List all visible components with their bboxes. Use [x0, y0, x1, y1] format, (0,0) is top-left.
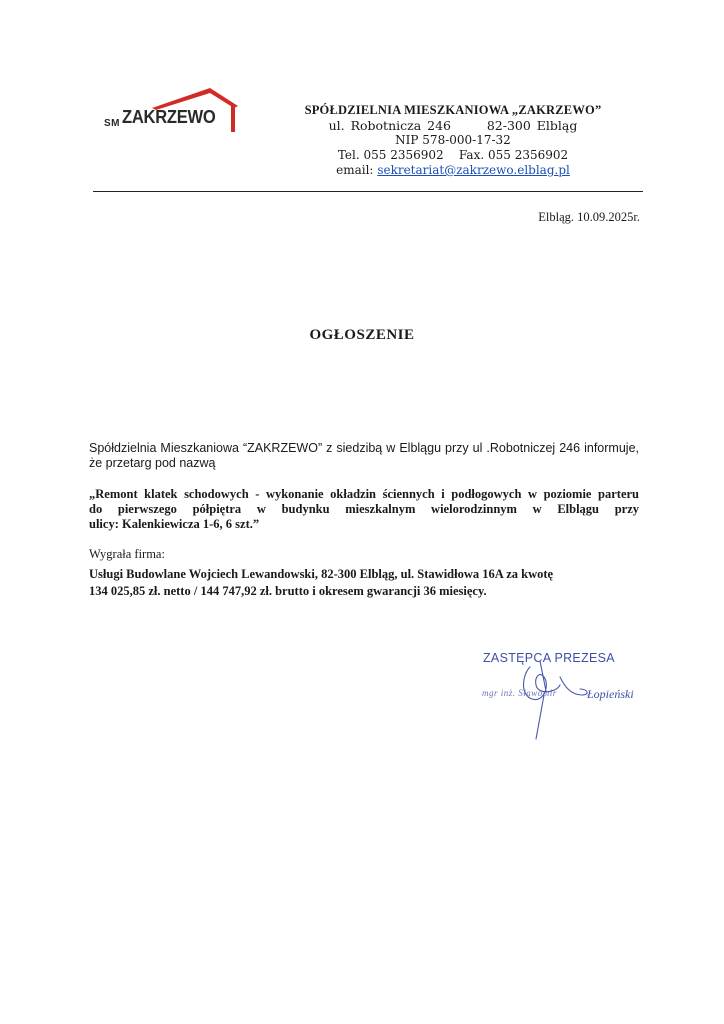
winner-label: Wygrała firma: [89, 547, 165, 561]
company-logo [102, 86, 240, 136]
header-divider [93, 191, 643, 192]
tender-name [89, 487, 639, 532]
tender-name-line: ulicy: Kalenkiewicza 1-6, 6 szt.” [89, 517, 260, 531]
winner-line: Usługi Budowlane Wojciech Lewandowski, 82-300 Elbląg, ul. Stawidłowa 16A za kwotę [89, 567, 554, 581]
street: ul. Robotnicza 246 [328, 118, 451, 133]
tender-name-line: do pierwszego półpiętra w budynku mieszkalnym wielorodzinnym w Elblągu przy [89, 502, 639, 516]
intro-paragraph: Spółdzielnia Mieszkaniowa “ZAKRZEWO” z siedzibą w Elblągu przy ul .Robotniczej 246 informuje, że przetarg pod nazwą [89, 441, 639, 470]
tender-name-line: „Remont klatek schodowych - wykonanie okładzin ściennych i podłogowych w poziomie parteru [89, 487, 639, 501]
stamp-name-prefix: mgr inż. Sławomir [482, 688, 557, 698]
logo-prefix: SM [104, 118, 120, 129]
handwritten-signature [500, 655, 610, 745]
logo-name: ZAKRZEWO [122, 107, 216, 127]
phone-fax-line [288, 148, 618, 163]
address-line [288, 118, 618, 133]
email-line [288, 163, 618, 178]
postal-city: 82-300 Elbląg [486, 118, 578, 133]
nip: NIP 578-000-17-32 [395, 133, 511, 147]
telephone: Tel. 055 2356902 [337, 148, 444, 162]
fax: Fax. 055 2356902 [458, 148, 569, 162]
letterhead [288, 103, 618, 178]
winner-details [89, 566, 649, 600]
stamp-title: ZASTĘPCA PREZESA [483, 651, 615, 665]
stamp-surname: Łopieński [587, 687, 634, 701]
organization-name: SPÓŁDZIELNIA MIESZKANIOWA „ZAKRZEWO” [304, 103, 602, 117]
document-date: Elbląg. 10.09.2025r. [538, 210, 640, 224]
winner-line: 134 025,85 zł. netto / 144 747,92 zł. brutto i okresem gwarancji 36 miesięcy. [89, 584, 487, 598]
email-link[interactable]: sekretariat@zakrzewo.elblag.pl [377, 163, 570, 177]
email-label: email: [336, 163, 374, 177]
document-title: OGŁOSZENIE [309, 327, 415, 343]
